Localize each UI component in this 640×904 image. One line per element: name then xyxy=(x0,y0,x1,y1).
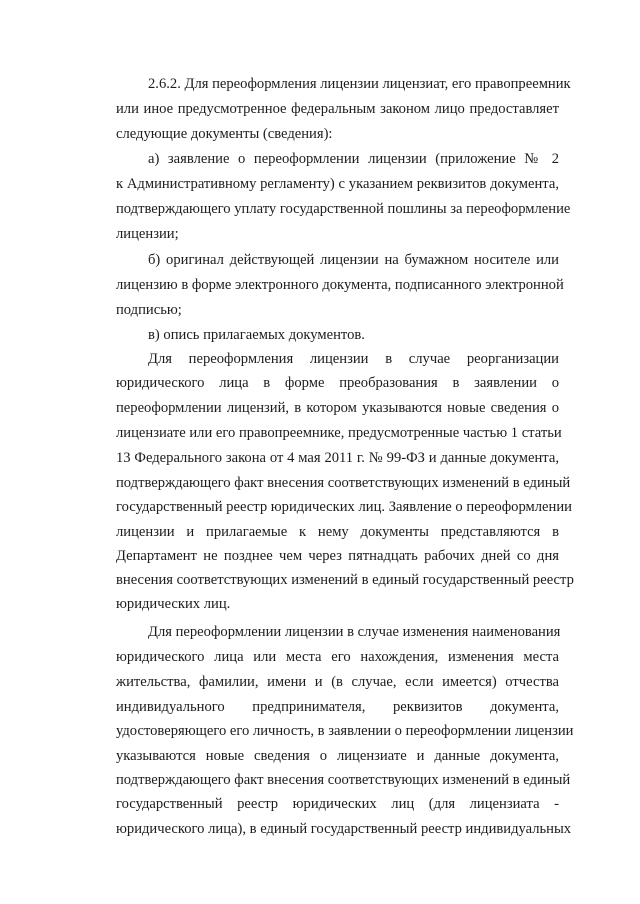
paragraph-line: Для переоформления лицензии в случае реорганизации xyxy=(148,351,559,367)
paragraph-line: юридического лица в форме преобразования в заявлении о xyxy=(116,375,559,391)
paragraph-line: государственный реестр юридических лиц. Заявление о переоформлении xyxy=(116,499,572,515)
paragraph-line: жительства, фамилии, имени и (в случае, если имеется) отчества xyxy=(116,674,559,690)
paragraph-line: лицензиате или его правопреемнике, предусмотренные частью 1 статьи xyxy=(116,425,562,441)
paragraph-line: подтверждающего уплату государственной пошлины за переоформление xyxy=(116,201,571,217)
paragraph-line: а) заявление о переоформлении лицензии (приложение № 2 xyxy=(148,151,559,167)
paragraph-line: удостоверяющего его личность, в заявлении о переоформлении лицензии xyxy=(116,723,574,739)
paragraph-line: юридического лица), в единый государственный реестр индивидуальных xyxy=(116,821,572,837)
paragraph-line: лицензии; xyxy=(116,226,179,242)
paragraph-line: к Административному регламенту) с указанием реквизитов документа, xyxy=(116,176,559,192)
paragraph-line: переоформлении лицензий, в котором указываются новые сведения о xyxy=(116,400,559,416)
paragraph-line: Департамент не позднее чем через пятнадцать рабочих дней со дня xyxy=(116,548,559,564)
paragraph-line: подтверждающего факт внесения соответствующих изменений в единый xyxy=(116,772,571,788)
paragraph-line: юридических лиц. xyxy=(116,596,231,612)
paragraph-line: индивидуального предпринимателя, реквизитов документа, xyxy=(116,699,559,715)
paragraph-line: или иное предусмотренное федеральным законом лицо предоставляет xyxy=(116,101,559,117)
paragraph-line: лицензию в форме электронного документа, подписанного электронной xyxy=(116,277,564,293)
paragraph-line: б) оригинал действующей лицензии на бумажном носителе или xyxy=(148,252,559,268)
paragraph-line: 2.6.2. Для переоформления лицензии лицензиат, его правопреемник xyxy=(148,76,571,92)
paragraph-line: следующие документы (сведения): xyxy=(116,126,333,142)
paragraph-line: государственный реестр юридических лиц (для лицензиата - xyxy=(116,796,559,812)
paragraph-line: 13 Федерального закона от 4 мая 2011 г. № 99-ФЗ и данные документа, xyxy=(116,450,559,466)
paragraph-line: подписью; xyxy=(116,302,182,318)
paragraph-line: Для переоформлении лицензии в случае изменения наименования xyxy=(148,624,561,640)
paragraph-line: лицензии и прилагаемые к нему документы представляются в xyxy=(116,524,559,540)
paragraph-line: указываются новые сведения о лицензиате и данные документа, xyxy=(116,748,559,764)
paragraph-line: подтверждающего факт внесения соответствующих изменений в единый xyxy=(116,475,571,491)
paragraph-line: внесения соответствующих изменений в единый государственный реестр xyxy=(116,572,574,588)
paragraph-line: в) опись прилагаемых документов. xyxy=(148,327,365,343)
paragraph-line: юридического лица или места его нахождения, изменения места xyxy=(116,649,559,665)
